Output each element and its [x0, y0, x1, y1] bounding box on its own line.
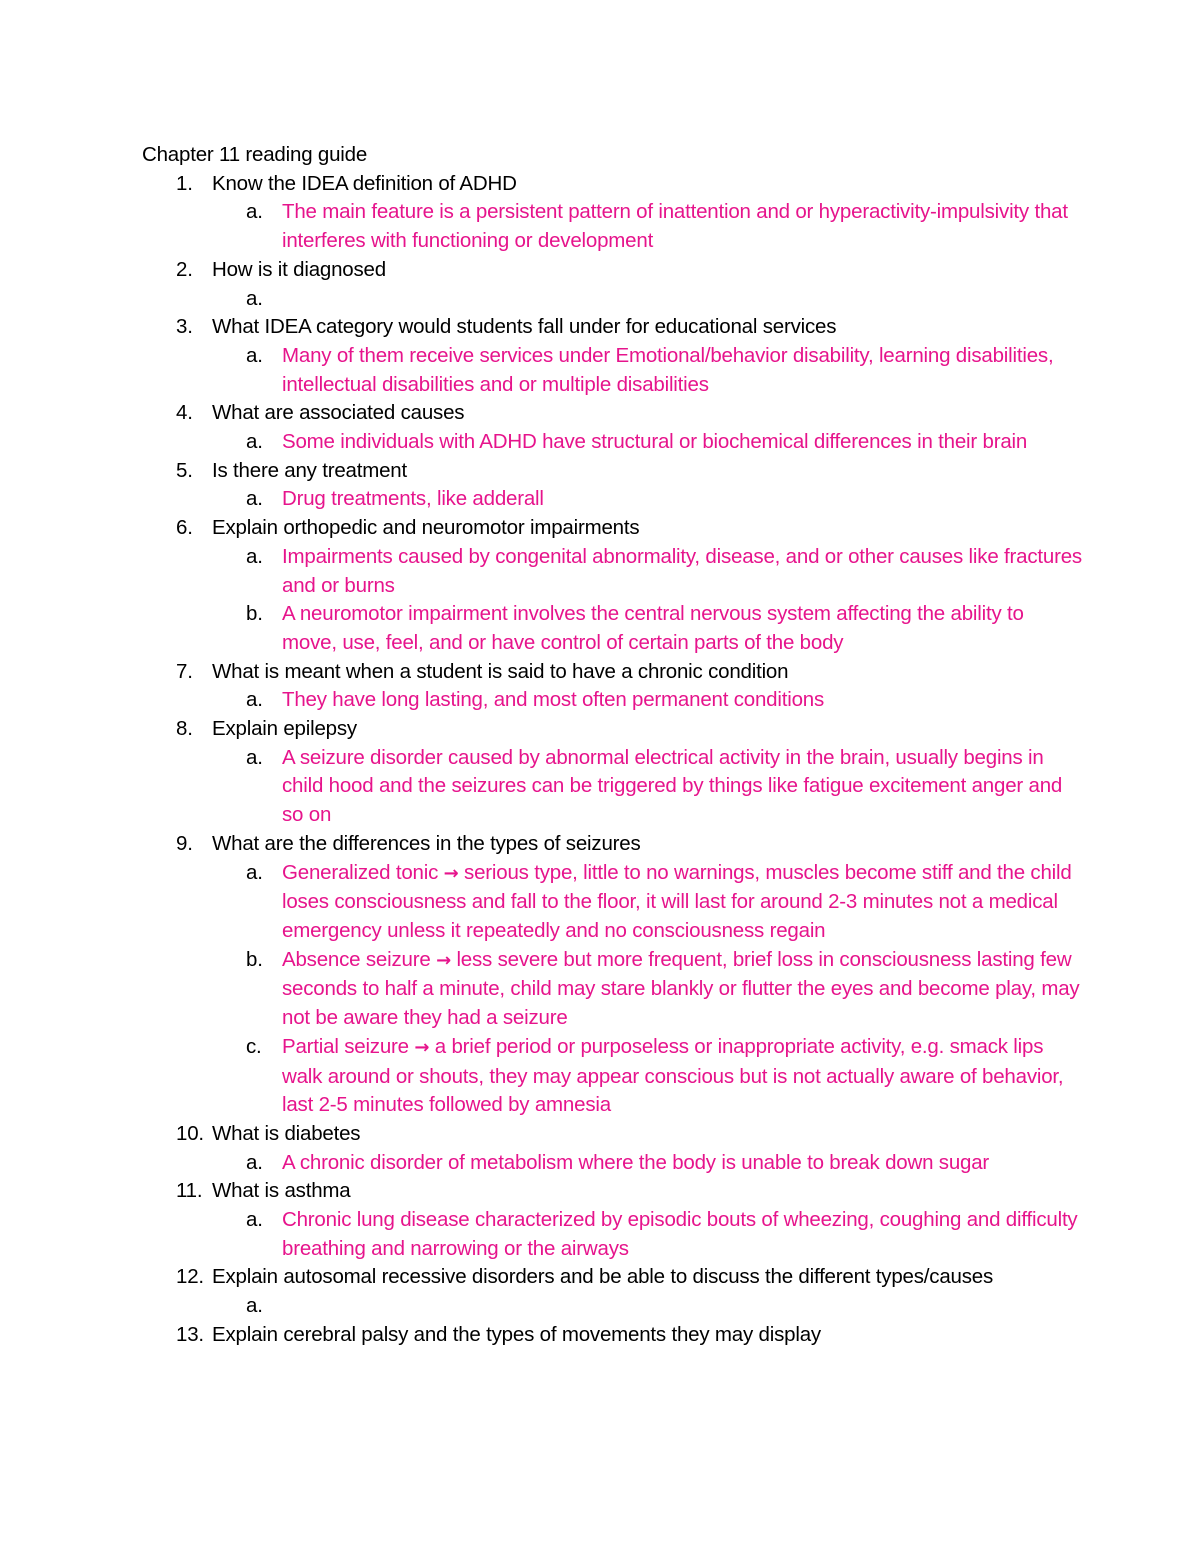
question-text: How is it diagnosed: [212, 257, 386, 281]
answer-list: [212, 285, 1082, 314]
right-arrow-icon: →: [414, 1036, 430, 1058]
answer-letter: a.: [246, 200, 263, 224]
answer-list: [212, 198, 1082, 255]
question-number: 7.: [176, 659, 193, 683]
answer-text-segment: Absence seizure: [282, 947, 437, 971]
answer-text: [282, 1151, 989, 1174]
question-text: Explain cerebral palsy and the types of movements they may display: [212, 1322, 821, 1346]
answer-text-segment: Many of them receive services under Emotional/behavior disability, learning disabilities, intellectual disabilities and or multiple disabilities: [282, 343, 1054, 396]
answer-letter: a.: [246, 1150, 263, 1174]
question-number: 1.: [176, 171, 193, 195]
answer-text-segment: Partial seizure: [282, 1034, 415, 1058]
question-number: 13.: [176, 1322, 204, 1346]
answer-item: [212, 1206, 1082, 1263]
answer-item: [212, 342, 1082, 399]
answer-item: [212, 428, 1082, 457]
answer-text-segment: A neuromotor impairment involves the central nervous system affecting the ability to move, use, feel, and or have control of certain parts of the body: [282, 602, 1024, 654]
question-number: 4.: [176, 401, 193, 425]
question-text: Know the IDEA definition of ADHD: [212, 171, 517, 195]
question-item: [142, 1321, 1082, 1350]
answer-item: [212, 198, 1082, 255]
question-item: [142, 514, 1082, 658]
answer-list: [212, 1292, 1082, 1321]
answer-list: [212, 859, 1082, 1120]
answer-text-segment: Generalized tonic: [282, 860, 444, 884]
answer-item: [212, 1033, 1082, 1120]
answer-text-segment: They have long lasting, and most often permanent conditions: [282, 688, 825, 712]
question-list: [142, 170, 1082, 1350]
question-number: 3.: [176, 315, 193, 339]
answer-text: [282, 487, 544, 510]
question-item: [142, 1120, 1082, 1177]
answer-text: [282, 287, 288, 310]
answer-item: [212, 686, 1082, 715]
answer-text: [282, 861, 1072, 942]
answer-item: [212, 859, 1082, 946]
answer-text-segment: less severe but more frequent, brief loss in consciousness lasting few seconds to half a minute, child may stare blankly or flutter the eyes and become play, may not be aware they had a seizure: [282, 947, 1080, 1030]
answer-letter: a.: [246, 860, 263, 884]
answer-text: [282, 746, 1062, 826]
answer-text: [282, 430, 1027, 453]
question-text: What is meant when a student is said to have a chronic condition: [212, 659, 789, 683]
question-text: Is there any treatment: [212, 458, 408, 482]
right-arrow-icon: →: [443, 862, 459, 884]
answer-text-segment: Impairments caused by congenital abnormality, disease, and or other causes like fractures and or burns: [282, 544, 1082, 597]
answer-letter: a.: [246, 688, 263, 712]
answer-item: [212, 744, 1082, 830]
question-item: [142, 1263, 1082, 1320]
answer-list: [212, 744, 1082, 830]
answer-text: [282, 688, 824, 711]
page-title: Chapter 11 reading guide: [142, 143, 368, 166]
question-number: 12.: [176, 1265, 204, 1289]
answer-letter: a.: [246, 286, 263, 310]
answer-list: [212, 686, 1082, 715]
answer-text: [282, 200, 1068, 252]
answer-item: [212, 1292, 1082, 1321]
answer-item: [212, 946, 1082, 1033]
answer-list: [212, 543, 1082, 658]
answer-item: [212, 285, 1082, 314]
answer-text: [282, 1294, 288, 1317]
answer-letter: a.: [246, 1294, 263, 1318]
question-item: [142, 313, 1082, 399]
answer-letter: a.: [246, 745, 263, 769]
question-item: [142, 170, 1082, 256]
answer-letter: b.: [246, 602, 263, 626]
answer-list: [212, 1206, 1082, 1263]
question-item: [142, 256, 1082, 313]
question-number: 6.: [176, 516, 193, 540]
answer-text-segment: A seizure disorder caused by abnormal electrical activity in the brain, usually begins in child hood and the seizures can be triggered by things like fatigue excitement anger and so on: [282, 745, 1063, 827]
question-item: [142, 715, 1082, 830]
answer-text: [282, 344, 1053, 396]
answer-list: [212, 428, 1082, 457]
question-item: [142, 457, 1082, 514]
question-text: What IDEA category would students fall under for educational services: [212, 315, 837, 339]
question-number: 2.: [176, 257, 193, 281]
question-item: [142, 399, 1082, 456]
answer-list: [212, 485, 1082, 514]
question-text: Explain orthopedic and neuromotor impairments: [212, 516, 640, 540]
answer-text: [282, 948, 1079, 1029]
answer-letter: a.: [246, 1208, 263, 1232]
answer-item: [212, 600, 1082, 657]
answer-text: [282, 602, 1024, 654]
question-text: What are the differences in the types of seizures: [212, 831, 641, 855]
question-number: 11.: [176, 1179, 203, 1203]
answer-item: [212, 485, 1082, 514]
question-text: What are associated causes: [212, 401, 465, 425]
answer-item: [212, 1149, 1082, 1178]
question-number: 9.: [176, 831, 193, 855]
question-item: [142, 1177, 1082, 1263]
question-number: 5.: [176, 458, 193, 482]
answer-text: [282, 1208, 1077, 1260]
answer-text-segment: Chronic lung disease characterized by episodic bouts of wheezing, coughing and difficulty breathing and narrowing or the airways: [282, 1208, 1078, 1260]
answer-list: [212, 342, 1082, 399]
question-item: [142, 658, 1082, 715]
answer-letter: a.: [246, 430, 263, 454]
answer-text: [282, 1035, 1063, 1116]
question-item: [142, 830, 1082, 1120]
answer-letter: c.: [246, 1034, 262, 1058]
question-text: What is asthma: [212, 1179, 351, 1203]
question-text: Explain autosomal recessive disorders and be able to discuss the different types/causes: [212, 1265, 994, 1289]
answer-text-segment: a brief period or purposeless or inappropriate activity, e.g. smack lips walk around or shouts, they may appear conscious but is not actually aware of behavior, last 2-5 minutes followed by amnesia: [282, 1034, 1064, 1117]
question-text: Explain epilepsy: [212, 717, 357, 741]
question-number: 8.: [176, 717, 193, 741]
right-arrow-icon: →: [436, 949, 451, 971]
answer-letter: b.: [246, 947, 263, 971]
answer-text-segment: serious type, little to no warnings, muscles become stiff and the child loses consciousness and fall to the floor, it will last for around 2-3 minutes not a medical emergency unless it repeatedly and no consciousness regain: [282, 860, 1072, 942]
answer-text: [282, 545, 1082, 597]
answer-list: [212, 1149, 1082, 1178]
answer-text-segment: Drug treatments, like adderall: [282, 487, 544, 511]
answer-text-segment: Some individuals with ADHD have structural or biochemical differences in their brain: [282, 430, 1028, 454]
document-body: [142, 141, 1082, 1350]
answer-letter: a.: [246, 487, 263, 511]
answer-item: [212, 543, 1082, 600]
answer-text-segment: The main feature is a persistent pattern of inattention and or hyperactivity-impulsivity that interferes with functioning or development: [282, 200, 1068, 253]
answer-letter: a.: [246, 343, 263, 367]
answer-letter: a.: [246, 544, 263, 568]
question-text: What is diabetes: [212, 1121, 361, 1145]
question-number: 10.: [176, 1121, 204, 1145]
answer-text-segment: A chronic disorder of metabolism where the body is unable to break down sugar: [282, 1150, 990, 1174]
